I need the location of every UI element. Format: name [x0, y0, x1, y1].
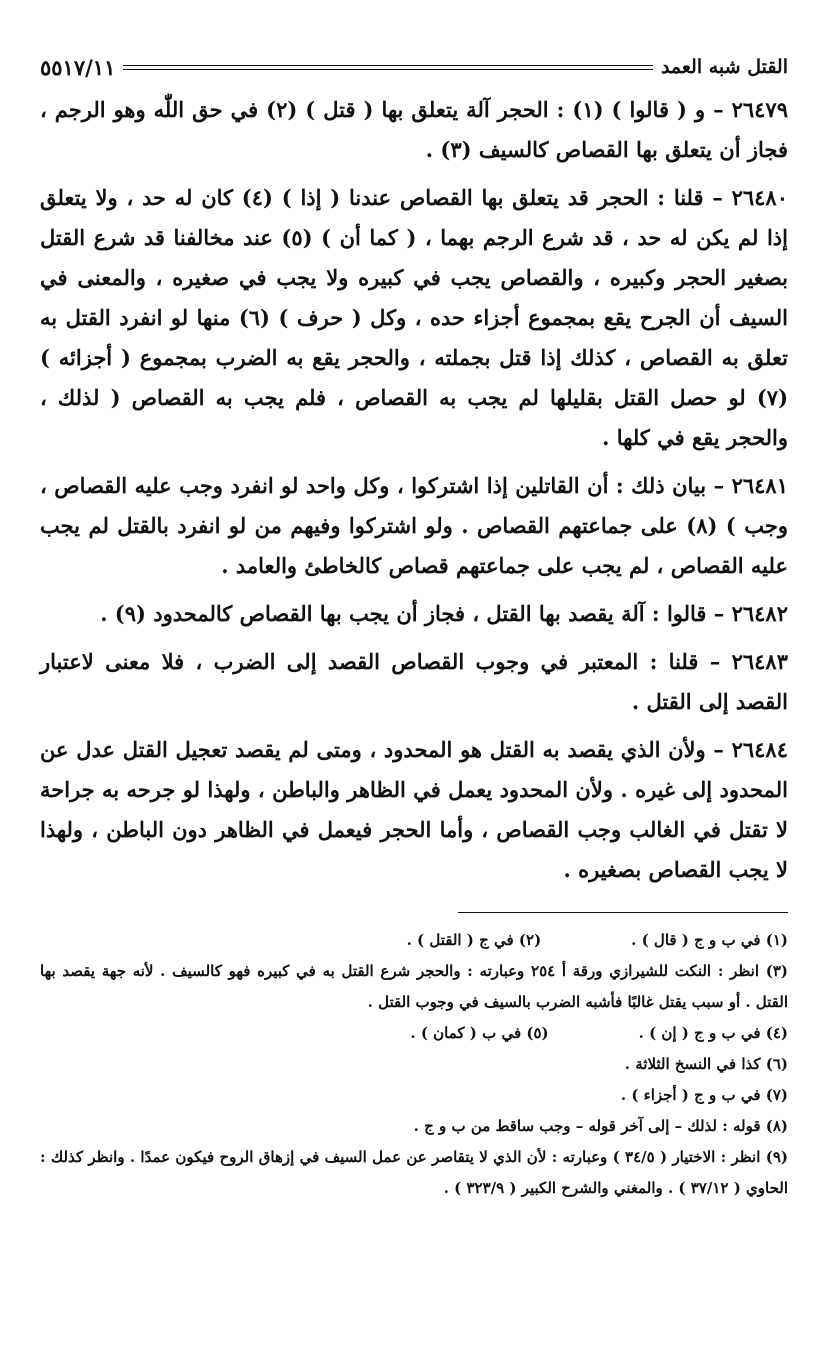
paragraph-26479: [40, 90, 788, 170]
running-title: القتل شبه العمد: [660, 56, 788, 78]
footnote-6: (٦) كذا في النسخ الثلاثة .: [624, 1055, 788, 1073]
paragraph-26484: [40, 730, 788, 890]
document-page: [40, 50, 788, 1204]
footnote-row: [40, 1018, 788, 1049]
running-header: [40, 50, 788, 84]
paragraph-number: ٢٦٤٨٢: [731, 601, 788, 626]
footnote-9: (٩) انظر : الاختيار ( ٣٤/٥ ) وعبارته : لأن الذي لا يتقاصر عن عمل السيف في إزهاق الروح فيكون عمدًا . وانظر كذلك : الحاوي ( ٣٧/١٢ ) . والمغني والشرح الكبير ( ٣٢٣/٩ ) .: [40, 1148, 788, 1197]
footnote-separator: [458, 912, 788, 913]
paragraph-text: – قلنا : الحجر قد يتعلق بها القصاص عندنا ( إذا ) (٤) كان له حد ، ولا يتعلق إذا لم يكن له حد ، قد شرع الرجم بهما ، ( كما أن ) (٥) عند مخالفنا قد شرع القتل بصغير الحجر وكبيره ، والقصاص يجب في كبيره ولا يجب في صغيره ، والمعنى في السيف أن الجرح يقع بمجموع أجزاء حده ، وكل ( حرف ) (٦) منها لو انفرد القتل به تعلق به القصاص ، كذلك إذا قتل بجملته ، والحجر يقع به الضرب بمجموع ( أجزائه ) (٧) لو حصل القتل بقليلها لم يجب به القصاص ، فلم يجب به القصاص ( لذلك ، والحجر يقع في كلها .: [40, 185, 788, 450]
paragraph-text: – قلنا : المعتبر في وجوب القصاص القصد إلى الضرب ، فلا معنى لاعتبار القصد إلى القتل .: [40, 649, 788, 714]
paragraph-26483: [40, 642, 788, 722]
footnote-5: (٥) في ب ( كمان ) .: [410, 1024, 549, 1042]
paragraph-number: ٢٦٤٨٠: [731, 185, 788, 210]
paragraph-number: ٢٦٤٧٩: [731, 97, 788, 122]
footnote-7: (٧) في ب و ج ( أجزاء ) .: [620, 1086, 788, 1104]
header-rule: [123, 65, 653, 70]
paragraph-26481: [40, 466, 788, 586]
paragraph-text: – ولأن الذي يقصد به القتل هو المحدود ، ومتى لم يقصد تعجيل القتل عدل عن المحدود إلى غيره . ولأن المحدود يعمل في الظاهر والباطن ، ولهذا لو جرحه به جراحة لا تقتل في الغالب وجب القصاص ، وأما الحجر فيعمل في الظاهر دون الباطن ، ولهذا لا يجب القصاص بصغيره .: [40, 737, 788, 882]
footnote-2: (٢) في ج ( القتل ) .: [406, 931, 542, 949]
footnote-3: (٣) انظر : النكت للشيرازي ورقة أ ٢٥٤ وعبارته : والحجر شرع القتل به في كبيره فهو كالسيف . لأنه جهة يقصد بها القتل . أو سبب يقتل غالبًا فأشبه الضرب بالسيف في وجوب القتل .: [40, 962, 788, 1011]
footnote-row: [40, 925, 788, 956]
paragraph-number: ٢٦٤٨١: [731, 473, 788, 498]
paragraph-text: – بيان ذلك : أن القاتلين إذا اشتركوا ، وكل واحد لو انفرد وجب عليه القصاص ، وجب ) (٨) على جماعتهم القصاص . ولو اشتركوا وفيهم من لو انفرد بالقتل لم يجب عليه القصاص ، لم يجب على جماعتهم قصاص كالخاطئ والعامد .: [40, 473, 788, 578]
paragraph-number: ٢٦٤٨٣: [731, 649, 788, 674]
paragraph-26482: [40, 594, 788, 634]
page-number: ٥٥١٧/١١: [40, 54, 116, 80]
paragraph-text: – و ( قالوا ) (١) : الحجر آلة يتعلق بها ( قتل ) (٢) في حق اللّٰه وهو الرجم ، فجاز أن يتعلق بها القصاص كالسيف (٣) .: [40, 97, 788, 162]
footnotes: [40, 925, 788, 1204]
footnote-4: (٤) في ب و ج ( إن ) .: [638, 1024, 788, 1042]
footnote-8: (٨) قوله : لذلك – إلى آخر قوله – وجب ساقط من ب و ج .: [413, 1117, 788, 1135]
paragraph-text: – قالوا : آلة يقصد بها القتل ، فجاز أن يجب بها القصاص كالمحدود (٩) .: [100, 601, 732, 626]
paragraph-26480: [40, 178, 788, 458]
footnote-1: (١) في ب و ج ( قال ) .: [631, 931, 788, 949]
paragraph-number: ٢٦٤٨٤: [731, 737, 788, 762]
